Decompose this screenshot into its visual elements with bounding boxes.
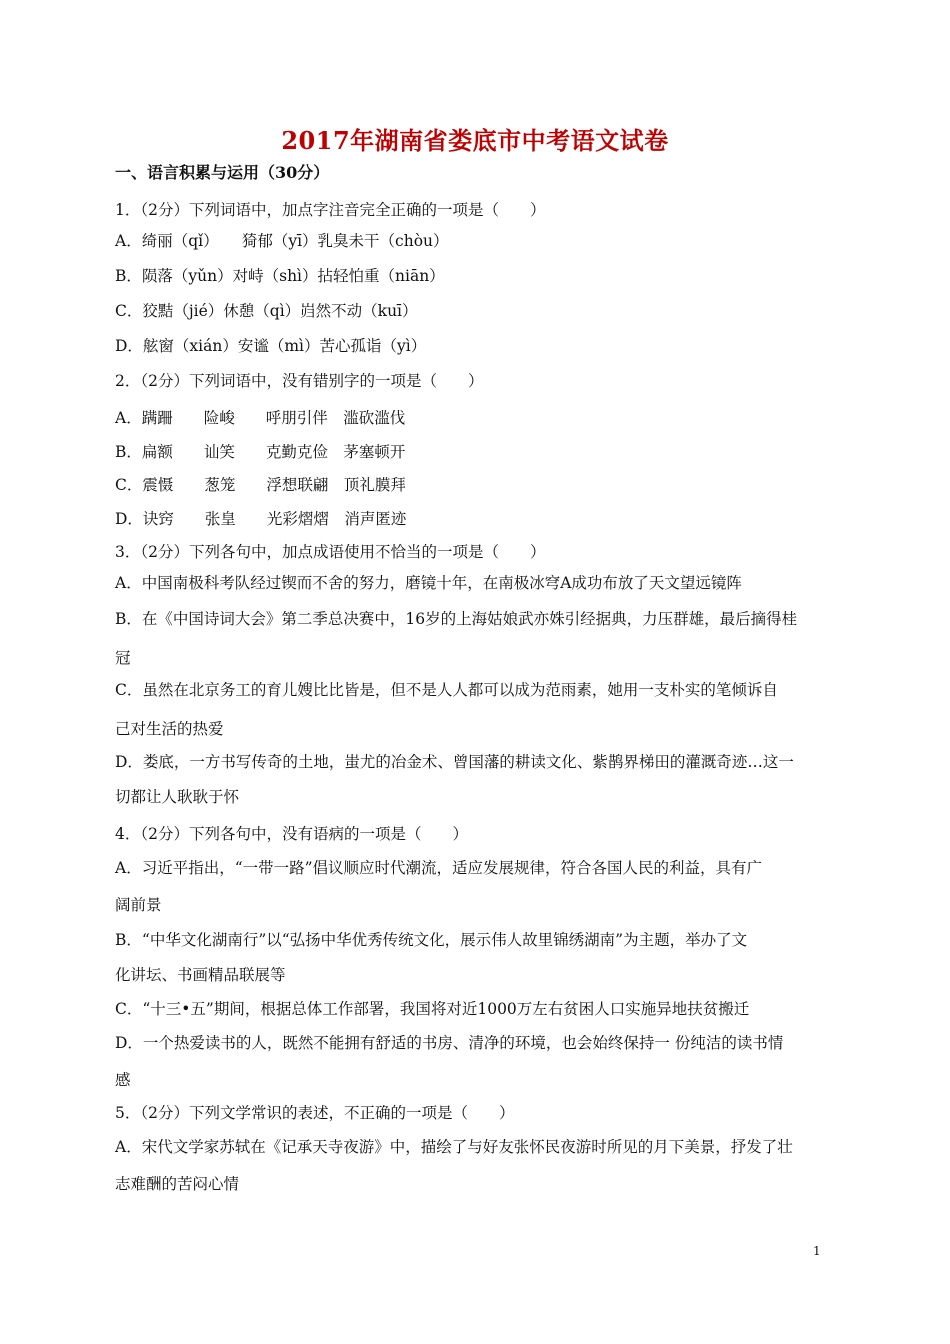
question-4-option-d-cont: 感 <box>115 1071 131 1089</box>
question-1-option-b: B．陨落（yǔn）对峙（shì）拈轻怕重（niān） <box>115 267 445 285</box>
question-2-option-d: D．诀窍 张皇 光彩熠熠 消声匿迹 <box>115 510 407 528</box>
question-3-option-c: C．虽然在北京务工的育儿嫂比比皆是，但不是人人都可以成为范雨素，她用一支朴实的笔倾诉自 <box>115 681 778 699</box>
question-1-option-a: A．绮丽（qǐ） 猗郁（yī）乳臭未干（chòu） <box>115 232 449 250</box>
question-3-option-a: A．中国南极科考队经过锲而不舍的努力，磨镜十年，在南极冰穹A成功布放了天文望远镜阵 <box>115 574 742 592</box>
question-2-stem: 2．（2分）下列词语中，没有错别字的一项是（ ） <box>115 372 484 390</box>
question-4-stem: 4．（2分）下列各句中，没有语病的一项是（ ） <box>115 825 468 843</box>
question-2-option-c: C．震慑 葱笼 浮想联翩 顶礼膜拜 <box>115 476 406 494</box>
section-heading: 一、语言积累与运用（30分） <box>115 163 330 182</box>
question-4-option-a: A．习近平指出，“一带一路”倡议顺应时代潮流，适应发展规律，符合各国人民的利益，具有广 <box>115 859 763 877</box>
question-4-option-d: D．一个热爱读书的人，既然不能拥有舒适的书房、清净的环境，也会始终保持一 份纯洁的读书情 <box>115 1034 784 1052</box>
question-2-option-b: B．扁额 讪笑 克勤克俭 茅塞顿开 <box>115 443 406 461</box>
page-number: 1 <box>813 1244 821 1258</box>
question-5-stem: 5．（2分）下列文学常识的表述，不正确的一项是（ ） <box>115 1104 515 1122</box>
question-1-stem: 1．（2分）下列词语中，加点字注音完全正确的一项是（ ） <box>115 201 546 219</box>
question-2-option-a: A．蹒跚 险峻 呼朋引伴 滥砍滥伐 <box>115 409 406 427</box>
document-title: 2017年湖南省娄底市中考语文试卷 <box>281 126 669 155</box>
question-4-option-a-cont: 阔前景 <box>115 896 162 914</box>
question-1-option-c: C．狡黠（jié）休憩（qì）岿然不动（kuī） <box>115 302 418 320</box>
question-1-option-d: D．舷窗（xián）安谧（mì）苦心孤诣（yì） <box>115 337 427 355</box>
question-3-stem: 3．（2分）下列各句中，加点成语使用不恰当的一项是（ ） <box>115 543 546 561</box>
question-5-option-a: A．宋代文学家苏轼在《记承天寺夜游》中，描绘了与好友张怀民夜游时所见的月下美景，抒发了壮 <box>115 1138 793 1156</box>
question-3-option-b: B．在《中国诗词大会》第二季总决赛中，16岁的上海姑娘武亦姝引经据典，力压群雄，最后摘得桂 <box>115 610 798 628</box>
question-4-option-b-cont: 化讲坛、书画精品联展等 <box>115 966 286 984</box>
question-3-option-d-cont: 切都让人耿耿于怀 <box>115 788 240 806</box>
question-4-option-c: C．“十三•五”期间，根据总体工作部署，我国将对近1000万左右贫困人口实施异地扶贫搬迁 <box>115 1000 750 1018</box>
question-4-option-b: B．“中华文化湖南行”以“弘扬中华优秀传统文化，展示伟人故里锦绣湖南”为主题，举办了文 <box>115 931 748 949</box>
question-3-option-b-cont: 冠 <box>115 649 131 667</box>
question-5-option-a-cont: 志难酬的苦闷心情 <box>115 1175 240 1193</box>
question-3-option-d: D．娄底，一方书写传奇的土地，蚩尤的冶金术、曾国藩的耕读文化、紫鹊界梯田的灌溉奇迹…这一 <box>115 753 794 771</box>
question-3-option-c-cont: 己对生活的热爱 <box>115 720 224 738</box>
